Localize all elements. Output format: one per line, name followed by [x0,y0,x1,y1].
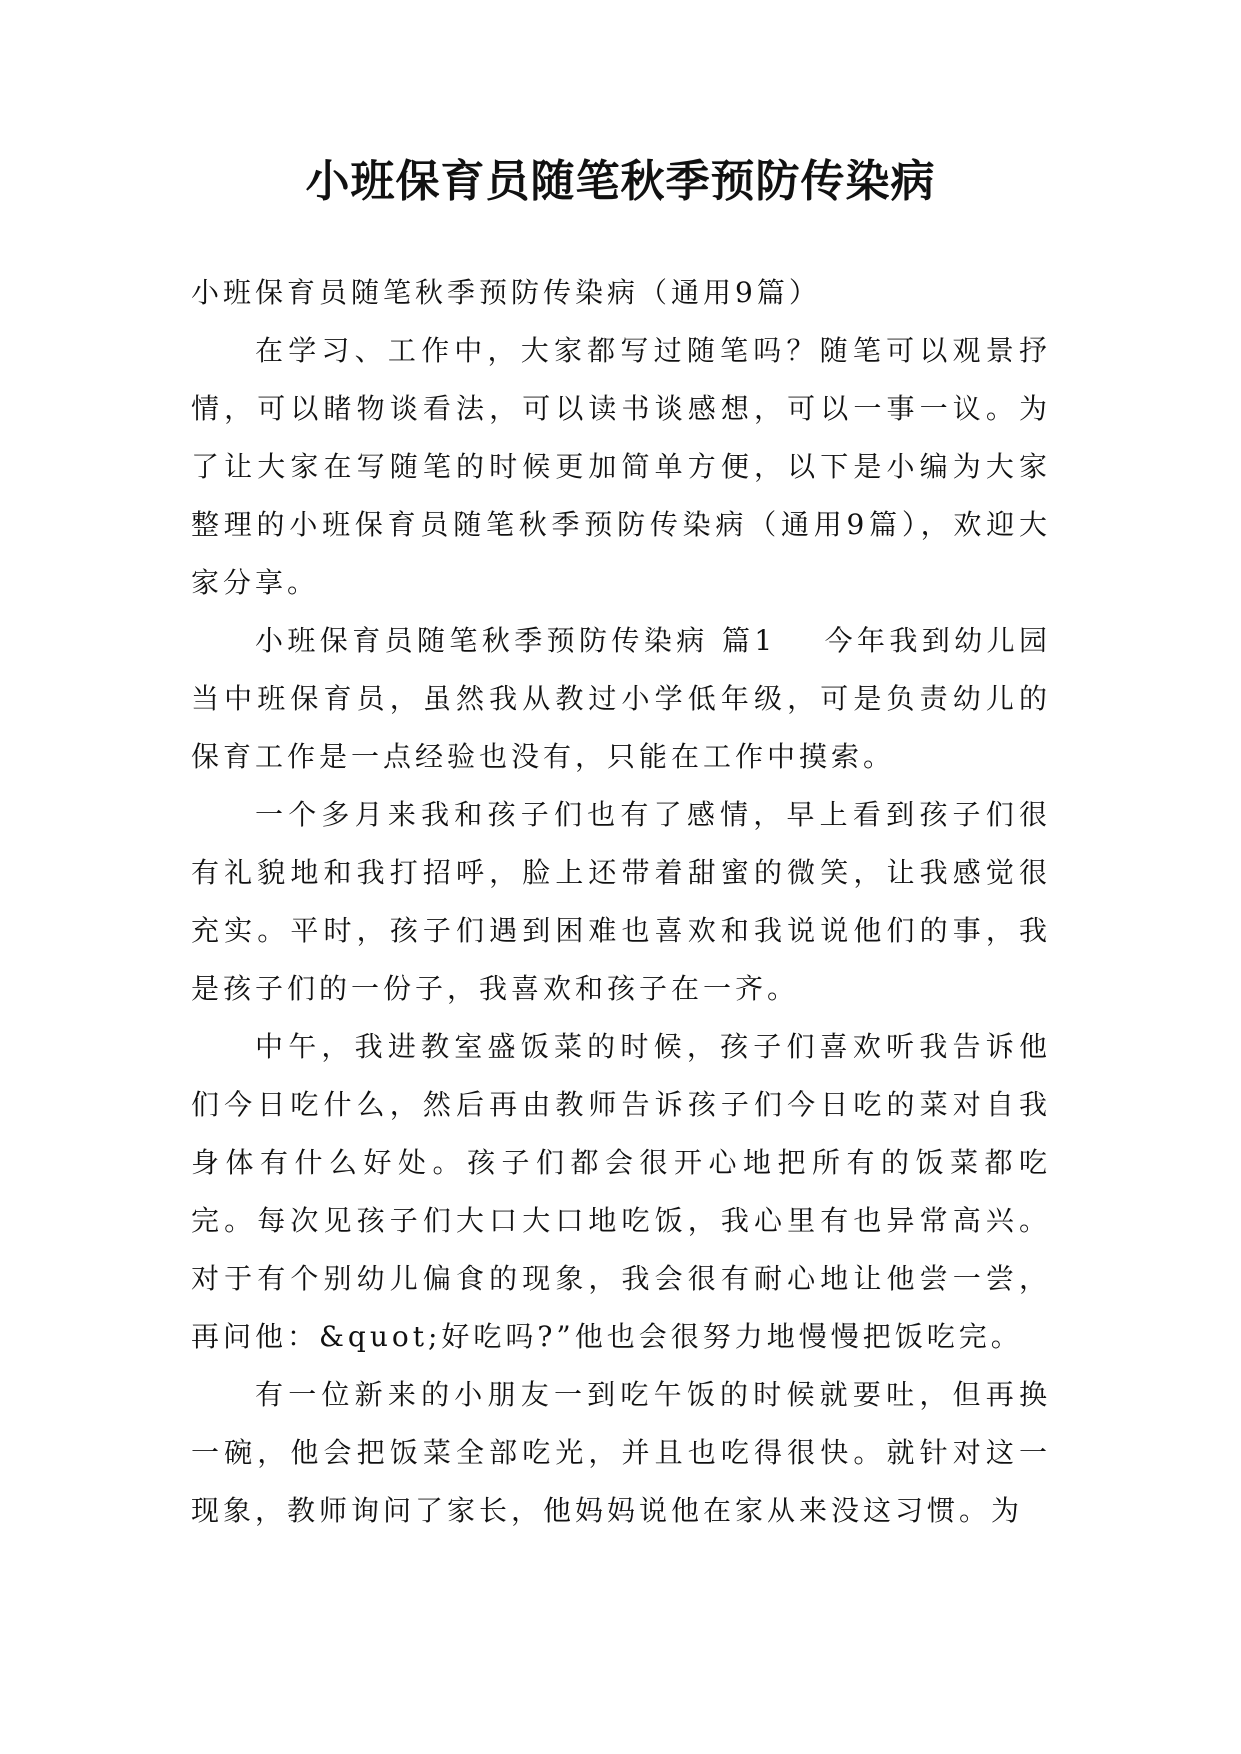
body-paragraph: 有一位新来的小朋友一到吃午饭的时候就要吐，但再换一碗，他会把饭菜全部吃光，并且也吃得很快。就针对这一现象，教师询问了家长，他妈妈说他在家从来没这习惯。为 [191,1378,1051,1527]
document-subtitle: 小班保育员随笔秋季预防传染病（通用9篇） [191,276,821,309]
document-title: 小班保育员随笔秋季预防传染病 [305,156,936,207]
document-body [191,264,1051,1540]
section-1-text: 今年我到幼儿园当中班保育员，虽然我从教过小学低年级，可是负责幼儿的保育工作是一点经验也没有，只能在工作中摸索。 [191,624,1051,773]
body-paragraph: 一个多月来我和孩子们也有了感情，早上看到孩子们很有礼貌地和我打招呼，脸上还带着甜蜜的微笑，让我感觉很充实。平时，孩子们遇到困难也喜欢和我说说他们的事，我是孩子们的一份子，我喜欢和孩子在一齐。 [191,798,1051,1005]
body-paragraph: 中午，我进教室盛饭菜的时候，孩子们喜欢听我告诉他们今日吃什么，然后再由教师告诉孩子们今日吃的菜对自我身体有什么好处。孩子们都会很开心地把所有的饭菜都吃完。每次见孩子们大口大口地吃饭，我心里有也异常高兴。对于有个别幼儿偏食的现象，我会很有耐心地让他尝一尝，再问他：&quot;好吃吗?”他也会很努力地慢慢把饭吃完。 [191,1030,1051,1353]
section-1-paragraph [191,612,1051,786]
intro-paragraph: 在学习、工作中，大家都写过随笔吗？随笔可以观景抒情，可以睹物谈看法，可以读书谈感想，可以一事一议。为了让大家在写随笔的时候更加简单方便，以下是小编为大家整理的小班保育员随笔秋季预防传染病（通用9篇），欢迎大家分享。 [191,334,1051,599]
section-1-heading: 小班保育员随笔秋季预防传染病 篇1 [255,624,777,657]
